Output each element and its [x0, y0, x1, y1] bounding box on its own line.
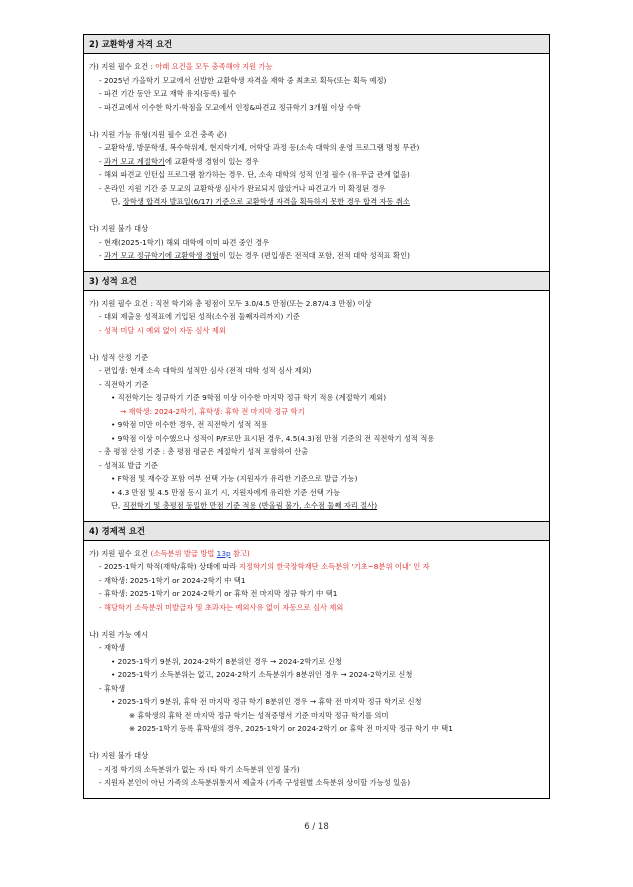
sec4-a-item-3: - 휴학생: 2025-1학기 or 2024-2학기 or 휴학 전 마지막 정규 학기 中 택1 — [99, 589, 338, 598]
sec3-b-item-6: • 9학점 이상 이수했으나 성적이 P/F로만 표시된 경우, 4.5(4.3)점 만점 기준의 전 직전학기 성적 적용 — [111, 433, 435, 443]
sec4-b-item-7: ※ 2025-1학기 등록 휴학생의 경우, 2025-1학기 or 2024-2학기 or 휴학 전 마지막 정규 학기 中 택1 — [129, 724, 453, 733]
sec3-a-item-2: - 성적 미달 시 예외 없이 자동 심사 제외 — [99, 325, 226, 335]
sec3-b-item-11: 단, 직전학기 및 총평점 동일한 만점 기준 적용 (반올림 불가, 소수점 둘째 자리 절사) — [111, 501, 378, 510]
sec3-b-item-3: • 직전학기는 정규학기 기준 9학점 이상 이수한 마지막 정규 학기 적용 (계절학기 제외) — [111, 393, 387, 402]
sec2-b-heading: 나) 지원 가능 유형(지원 필수 요건 충족 必) — [89, 129, 227, 139]
section-3-body — [84, 290, 550, 521]
sec2-a-item-1: - 2025년 가을학기 모교에서 선발한 교환학생 자격을 재학 중 최초로 획득(또는 획득 예정) — [99, 75, 387, 85]
sec3-b-item-9: • F학점 및 재수강 포함 여부 선택 가능 (지원자가 유리한 기준으로 발급 가능) — [111, 474, 358, 483]
sec4-a-heading: 가) 지원 필수 요건 (소득분위 발급 방법 13p 참고) — [89, 548, 250, 558]
sec3-b-item-4: → 재학생: 2024-2학기, 휴학생: 휴학 전 마지막 정규 학기 — [120, 406, 305, 416]
sec4-a-item-4: - 해당학기 소득분위 미발급자 및 초과자는 예외사유 없이 자동으로 심사 제외 — [99, 602, 344, 612]
sec3-a-item-1: - 대외 제출용 성적표에 기입된 성적(소수점 둘째자리까지) 기준 — [99, 312, 300, 321]
sec3-b-item-7: - 총 평점 산정 기준 : 총 평점 평균은 계절학기 성적 포함하여 산출 — [99, 447, 309, 456]
sec3-b-heading: 나) 성적 산정 기준 — [89, 352, 149, 362]
sec2-a-highlight: 아래 요건을 모두 충족해야 지원 가능 — [155, 62, 273, 71]
sec2-c-item-2: - 과거 모교 정규학기에 교환학생 경험이 있는 경우 (편입생은 전적대 포함, 전적 대학 성적표 확인) — [99, 251, 410, 260]
sec4-b-item-4: - 휴학생 — [99, 683, 126, 693]
sec2-c-heading: 다) 지원 불가 대상 — [89, 224, 149, 233]
sec2-b-item-1: - 교환학생, 방문학생, 복수학위제, 현지학기제, 어학당 과정 등(소속 대학의 운영 프로그램 명칭 무관) — [99, 143, 420, 152]
sec2-c-item-1: - 현재(2025-1학기) 해외 대학에 이미 파견 중인 경우 — [99, 237, 270, 247]
sec3-b-item-2: - 직전학기 기준 — [99, 379, 149, 389]
sec2-b-item-2: - 과거 모교 계절학기에 교환학생 경험이 있는 경우 — [99, 156, 259, 166]
page-number: 6 / 18 — [304, 822, 329, 832]
sec2-c-item-2-underlined: 과거 모교 정규학기에 교환학생 경험 — [103, 251, 219, 260]
section-2-body — [84, 54, 550, 272]
section-2-header: 2) 교환학생 자격 요건 — [84, 35, 550, 54]
section-4-header: 4) 경제적 요건 — [84, 521, 550, 540]
sec3-b-item-10: • 4.3 만점 및 4.5 만점 동시 표기 시, 지원자에게 유리한 기준 선택 가능 — [111, 487, 341, 497]
sec4-a-item-1: - 2025-1학기 학적(재학/휴학) 상태에 따라 지정학기의 한국장학재단 소득분위 '기초~8분위 이내' 인 자 — [99, 562, 430, 571]
sec2-b-item-4: - 온라인 지원 기간 중 모교의 교환학생 심사가 완료되지 않았거나 파견교가 미 확정된 경우 — [99, 183, 386, 193]
sec2-a-prefix: 가) 지원 필수 요건 : — [89, 62, 156, 71]
section-4-body — [84, 540, 550, 798]
sec3-b-item-1: - 편입생: 현재 소속 대학의 성적만 심사 (전적 대학 성적 심사 제외) — [99, 366, 312, 375]
sec2-a-item-2: - 파견 기간 동안 모교 재학 유지(등록) 필수 — [99, 89, 237, 98]
sec3-b-item-8: - 성적표 발급 기준 — [99, 460, 158, 470]
sec2-b-item-3: - 해외 파견교 인턴십 프로그램 참가하는 경우. 단, 소속 대학의 성적 인정 필수 (유·무급 관계 없음) — [99, 170, 410, 179]
sec4-a-item-1-highlight: 지정학기의 한국장학재단 소득분위 '기초~8분위 이내' 인 자 — [238, 562, 430, 571]
sec2-b-item-2-underlined: 과거 모교 계절학기 — [103, 156, 165, 166]
sec4-b-item-6: ※ 휴학생의 휴학 전 마지막 정규 학기는 성적증명서 기준 마지막 정규 학기를 의미 — [129, 710, 389, 720]
sec3-a-heading: 가) 지원 필수 요건 : 직전 학기와 총 평점이 모두 3.0/4.5 만점(또는 2.87/4.3 만점) 이상 — [89, 298, 372, 308]
sec4-a-note: (소득분위 발급 방법 — [150, 548, 217, 558]
sec3-b-item-5: • 9학점 미만 이수한 경우, 전 직전학기 성적 적용 — [111, 420, 268, 429]
sec2-a-heading — [89, 60, 544, 74]
sec4-c-heading: 다) 지원 불가 대상 — [89, 751, 149, 760]
section-3-header: 3) 성적 요건 — [84, 271, 550, 290]
sec4-b-item-3: • 2025-1학기 소득분위는 없고, 2024-2학기 소득분위가 8분위인 경우 → 2024-2학기로 신청 — [111, 670, 413, 679]
sec4-b-heading: 나) 지원 가능 예시 — [89, 629, 149, 639]
sec2-a-item-3: - 파견교에서 이수한 학기·학점을 모교에서 인정&파견교 정규학기 3개월 이상 수학 — [99, 102, 361, 112]
sec2-b-item-5-underlined: 장학생 합격자 발표일(6/17) 기준으로 교환학생 자격을 획득하지 못한 경우 합격 자동 취소 — [122, 197, 410, 206]
sec4-a-item-2: - 재학생: 2025-1학기 or 2024-2학기 中 택1 — [99, 575, 246, 585]
sec4-c-item-1: - 지정 학기의 소득분위가 없는 자 (타 학기 소득분위 인정 불가) — [99, 764, 300, 774]
sec3-b-item-11-underlined: 직전학기 및 총평점 동일한 만점 기준 적용 (반올림 불가, 소수점 둘째 자리 절사) — [122, 501, 378, 510]
document-page — [83, 34, 550, 799]
page-13-link[interactable]: 13p — [216, 548, 231, 558]
requirements-table — [83, 34, 550, 799]
sec4-b-item-5: • 2025-1학기 9분위, 휴학 전 마지막 정규 학기 8분위인 경우 → 휴학 전 마지막 정규 학기로 신청 — [111, 697, 422, 706]
sec2-b-item-5: 단, 장학생 합격자 발표일(6/17) 기준으로 교환학생 자격을 획득하지 못한 경우 합격 자동 취소 — [111, 197, 410, 206]
sec4-b-item-1: - 재학생 — [99, 643, 126, 652]
sec4-c-item-2: - 지원자 본인이 아닌 가족의 소득분위통지서 제출자 (가족 구성원별 소득분위 상이할 가능성 있음) — [99, 778, 411, 787]
sec4-b-item-2: • 2025-1학기 9분위, 2024-2학기 8분위인 경우 → 2024-2학기로 신청 — [111, 656, 342, 666]
